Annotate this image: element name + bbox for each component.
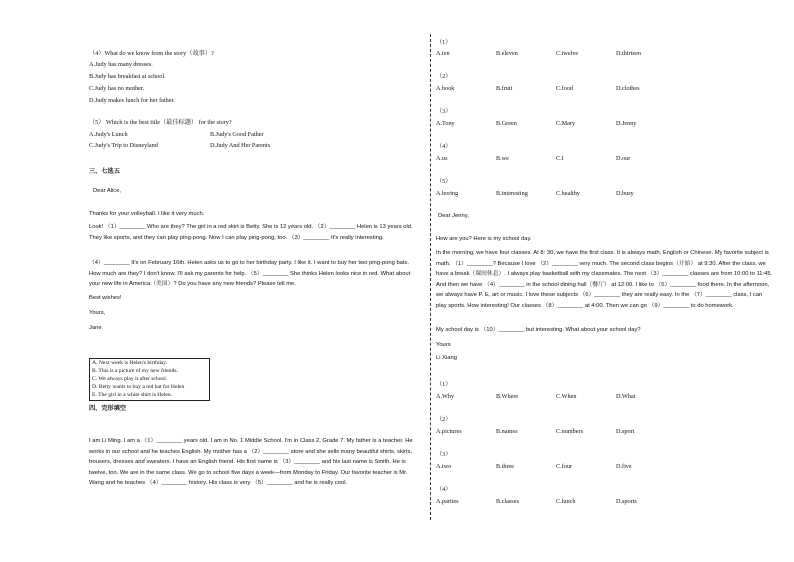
g1-q5-option-a: A.boring <box>436 190 459 197</box>
letter1-closing1: Best wishes! <box>89 295 122 301</box>
g2-q2-option-b: B.names <box>496 428 518 435</box>
q4-option-a: A.Judy has many dresses. <box>89 61 153 68</box>
g1-q3-number: （3） <box>436 108 452 115</box>
section-4-title: 四、完形填空 <box>89 405 127 412</box>
g1-q2-option-b: B.fruit <box>496 85 513 92</box>
g2-q3-number: （3） <box>436 451 452 458</box>
letter1-greeting: Dear Alice, <box>93 188 122 194</box>
g2-q2-option-a: A.pictures <box>436 428 462 435</box>
letter2-paragraph1: In the morning, we have four classes. At 8: 30, we have the first class. It is always math, English or Chinese. My favorite subject is math. （1）________? Because I love （2）________ very much. The second class begins（开始） at 9:30. After the class, we have a break（课间休息）. I always play basketball with my classmates. The next （3）________ classes are from 10:00 to 11:45. And then we have （4）________ in the school dining hall（餐厅） at 12:00. I like to （5）________ food there. In the afternoon, we always have P. E, art or music. I love these subjects （6）________ they are really easy. In the （7）________ class, I can play sports. How interesting! Our classes （8）________ at 4:00. Then we can go （9）________ to do homework. <box>436 250 773 309</box>
letter2-greeting: Dear Jenny, <box>438 213 469 219</box>
options-box <box>89 358 210 401</box>
g1-q2-option-a: A.book <box>436 85 455 92</box>
g1-q2-number: （2） <box>436 73 452 80</box>
g1-q4-option-a: A.us <box>436 155 448 162</box>
g2-q1-number: （1） <box>436 381 452 388</box>
q5-question: （5） Which is the best title（最佳标题） for the story? <box>89 119 232 126</box>
g2-q2-number: （2） <box>436 416 452 423</box>
letter2-line1: How are you? Here is my school day. <box>436 236 532 242</box>
q4-option-b: B.Judy has breakfast at school. <box>89 73 166 80</box>
q4-question: （4）What do we know from the story（故事）? <box>89 50 214 57</box>
g1-q1-option-c: C.twelve <box>556 50 579 57</box>
q4-option-c: C.Judy has no mother. <box>89 85 145 92</box>
g2-q4-number: （4） <box>436 486 452 493</box>
letter1-signature: Jane <box>89 325 102 331</box>
letter2-closing: Yours <box>436 342 451 348</box>
letter1-paragraph1: Look! （1）________ Who are they? The girl in a red skirt is Betty. She is 12 years old. （2）________ Helen is 13 years old. They like sports, and they can play ping-pong. Now I can play ping-pong, too. （3）________ It's really interesting. <box>89 224 413 241</box>
g2-q1-option-a: A.Why <box>436 393 455 400</box>
g2-q1-option-c: C.When <box>556 393 577 400</box>
g2-q4-option-b: B.classes <box>496 498 519 505</box>
g2-q1-option-d: D.What <box>616 393 636 400</box>
q4-option-d: D.Judy makes lunch for her father. <box>89 97 175 104</box>
g1-q1-number: （1） <box>436 39 452 46</box>
section-3-title: 三、七选五 <box>89 168 120 175</box>
letter1-closing2: Yours, <box>89 310 106 316</box>
letter1-line1: Thanks for your volleyball. I like it very much. <box>89 211 205 217</box>
g1-q3-option-b: B.Green <box>496 120 517 127</box>
box-option-c: C. We always play it after school. <box>92 376 168 382</box>
g2-q1-option-b: B.Where <box>496 393 519 400</box>
g1-q3-option-d: D.Jenny <box>616 120 637 127</box>
g1-q2-option-c: C.food <box>556 85 574 92</box>
box-option-a: A. Next week is Helen's birthday. <box>92 360 168 366</box>
g1-q1-option-a: A.ten <box>436 50 450 57</box>
g1-q1-option-d: D.thirteen <box>616 50 641 57</box>
g2-q4-option-d: D.sports <box>616 498 637 505</box>
q5-option-c: C.Judy's Trip to Disneyland <box>89 142 158 149</box>
g2-q4-option-a: A.parties <box>436 498 459 505</box>
q5-option-a: A.Judy's Lunch <box>89 131 128 138</box>
q5-option-d: D.Judy And Her Parents <box>210 142 271 149</box>
column-divider <box>430 34 431 520</box>
letter1-paragraph2: （4）________ It's on February 16th. Helen asks us to go to her birthday party. I like it. I want to buy her two ping-pong bats. How much are they? I don't know. I'll ask my parents for help. （5）________ She thinks Helen looks nice in red. What about your new life in America（美国）? Do you have any new friends? Please tell me. <box>89 260 411 288</box>
g2-q2-option-c: C.numbers <box>556 428 583 435</box>
g1-q2-option-d: D.clothes <box>616 85 640 92</box>
g1-q1-option-b: B.eleven <box>496 50 518 57</box>
g1-q3-option-c: C.Mary <box>556 120 576 127</box>
g2-q3-option-d: D.five <box>616 463 632 470</box>
box-option-b: B. This is a picture of my new friends. <box>92 368 178 374</box>
g1-q4-option-b: B.we <box>496 155 509 162</box>
g2-q2-option-d: D.sport <box>616 428 635 435</box>
box-option-e: E. The girl in a white shirt is Helen. <box>92 392 173 398</box>
g1-q5-option-b: B.interesting <box>496 190 528 197</box>
cloze-paragraph: I am Li Ming. I am a （1）________ years old. I am in No. 1 Middle School. I'm in Class 2, Grade 7. My father is a teacher. He works in our school and he teaches English. My mother has a （2）________ store and she sells many beautiful shirts, skirts, trousers, dresses and sweaters. I have an English friend. His first name is （3）________ and his last name is Smith. He is twelve, too. We are in the same class. We go to school five days a week—from Monday to Friday. Our favorite teacher is Mr. Wang and he teaches （4）________ history. His class is very （5）________ and he is really cool. <box>89 438 413 487</box>
g1-q5-option-d: D.busy <box>616 190 634 197</box>
g1-q4-number: （4） <box>436 143 452 150</box>
g2-q4-option-c: C.lunch <box>556 498 576 505</box>
g1-q4-option-c: C.I <box>556 155 564 162</box>
letter2-paragraph2: My school day is （10）________ but interesting. What about your school day? <box>436 327 641 333</box>
letter2-signature: Li Xiang <box>436 355 457 361</box>
g1-q4-option-d: D.our <box>616 155 631 162</box>
g2-q3-option-c: C.four <box>556 463 572 470</box>
g1-q5-option-c: C.healthy <box>556 190 580 197</box>
q5-option-b: B.Judy's Good Father <box>210 131 264 138</box>
g1-q3-option-a: A.Tony <box>436 120 455 127</box>
g2-q3-option-a: A.two <box>436 463 452 470</box>
g1-q5-number: （5） <box>436 178 452 185</box>
g2-q3-option-b: B.three <box>496 463 515 470</box>
box-option-d: D. Betty wants to buy a red hat for Helen <box>92 384 185 390</box>
